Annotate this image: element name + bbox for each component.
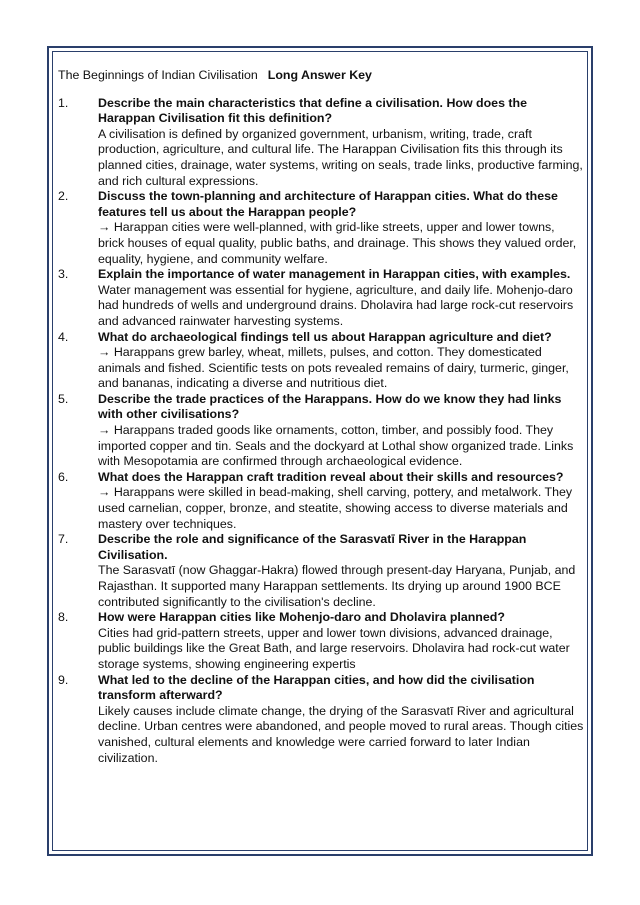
question-number: 7.	[58, 532, 69, 547]
answer-text: → Harappans grew barley, wheat, millets, pulses, and cotton. They domesticated animals and fished. Scientific tests on pots revealed remains of dairy, turmeric, ginger, and bananas, indicating a diverse and nutritious diet.	[98, 345, 569, 391]
qa-item	[58, 532, 584, 610]
question-text: Explain the importance of water management in Harappan cities, with examples.	[98, 267, 571, 282]
question-number: 9.	[58, 672, 69, 687]
question-text: What does the Harappan craft tradition reveal about their skills and resources?	[98, 469, 564, 484]
question-text: Discuss the town-planning and architecture of Harappan cities. What do these features tell us about the Harappan people?	[98, 189, 558, 219]
qa-item	[58, 673, 584, 767]
answer-text: → Harappans traded goods like ornaments, cotton, timber, and possibly food. They imported copper and tin. Seals and the dockyard at Lothal show organized trade. Links with Mesopotamia are confirmed through archaeological evidence.	[98, 423, 574, 469]
answer-text: Likely causes include climate change, the drying of the Sarasvatī River and agricultural decline. Urban centres were abandoned, and people moved to rural areas. Though cities vanished, cultural elements and knowledge were carried forward to later Indian civilization.	[98, 703, 584, 765]
answer-text: Cities had grid-pattern streets, upper and lower town divisions, advanced drainage, public buildings like the Great Bath, and large reservoirs. Dholavira had rock-cut water storage systems, showing engineering expertis	[98, 625, 570, 671]
qa-item	[58, 470, 584, 532]
question-text: What led to the decline of the Harappan cities, and how did the civilisation transform afterward?	[98, 672, 535, 703]
question-number: 4.	[58, 329, 69, 344]
question-number: 1.	[58, 95, 69, 110]
question-text: Describe the trade practices of the Harappans. How do we know they had links with other civilisations?	[98, 391, 562, 422]
question-text: Describe the role and significance of the Sarasvatī River in the Harappan Civilisation.	[98, 532, 527, 562]
answer-text: A civilisation is defined by organized government, urbanism, writing, trade, craft production, agriculture, and cultural life. The Harappan Civilisation fits this through its planned cities, drainage, water systems, writing on seals, trade links, productive farming, and rich cultural expressions.	[98, 126, 583, 188]
answer-text: The Sarasvatī (now Ghaggar-Hakra) flowed through present-day Haryana, Punjab, and Rajasthan. It supported many Harappan settlements. Its drying up around 1900 BCE contributed significantly to the civilisation's decline.	[98, 563, 576, 609]
chapter-title: The Beginnings of Indian Civilisation	[58, 68, 258, 82]
question-number: 3.	[58, 267, 69, 282]
question-text: How were Harappan cities like Mohenjo-daro and Dholavira planned?	[98, 610, 505, 625]
qa-item	[58, 189, 584, 267]
qa-item	[58, 267, 584, 329]
qa-item	[58, 610, 584, 672]
answer-key-label: Long Answer Key	[267, 68, 372, 82]
question-number: 5.	[58, 391, 69, 406]
question-number: 2.	[58, 189, 69, 204]
qa-item	[58, 330, 584, 392]
answer-text: → Harappans were skilled in bead-making, shell carving, pottery, and metalwork. They used carnelian, copper, bronze, and steatite, showing access to diverse materials and mastery over techniques.	[98, 485, 573, 531]
question-number: 6.	[58, 469, 69, 484]
question-text: What do archaeological findings tell us about Harappan agriculture and diet?	[98, 329, 552, 344]
qa-item	[58, 392, 584, 470]
answer-text: → Harappan cities were well-planned, with grid-like streets, upper and lower towns, brick houses of equal quality, public baths, and drainage. This shows they valued order, equality, hygiene, and community welfare.	[98, 220, 577, 266]
qa-item	[58, 96, 584, 190]
answer-key-content	[58, 68, 584, 766]
question-text: Describe the main characteristics that define a civilisation. How does the Harappan Civilisation fit this definition?	[98, 95, 527, 126]
page-title	[58, 68, 584, 84]
answer-text: Water management was essential for hygiene, agriculture, and daily life. Mohenjo-daro had hundreds of wells and underground drains. Dholavira had large rock-cut reservoirs and advanced rainwater harvesting systems.	[98, 282, 574, 328]
question-number: 8.	[58, 610, 69, 625]
